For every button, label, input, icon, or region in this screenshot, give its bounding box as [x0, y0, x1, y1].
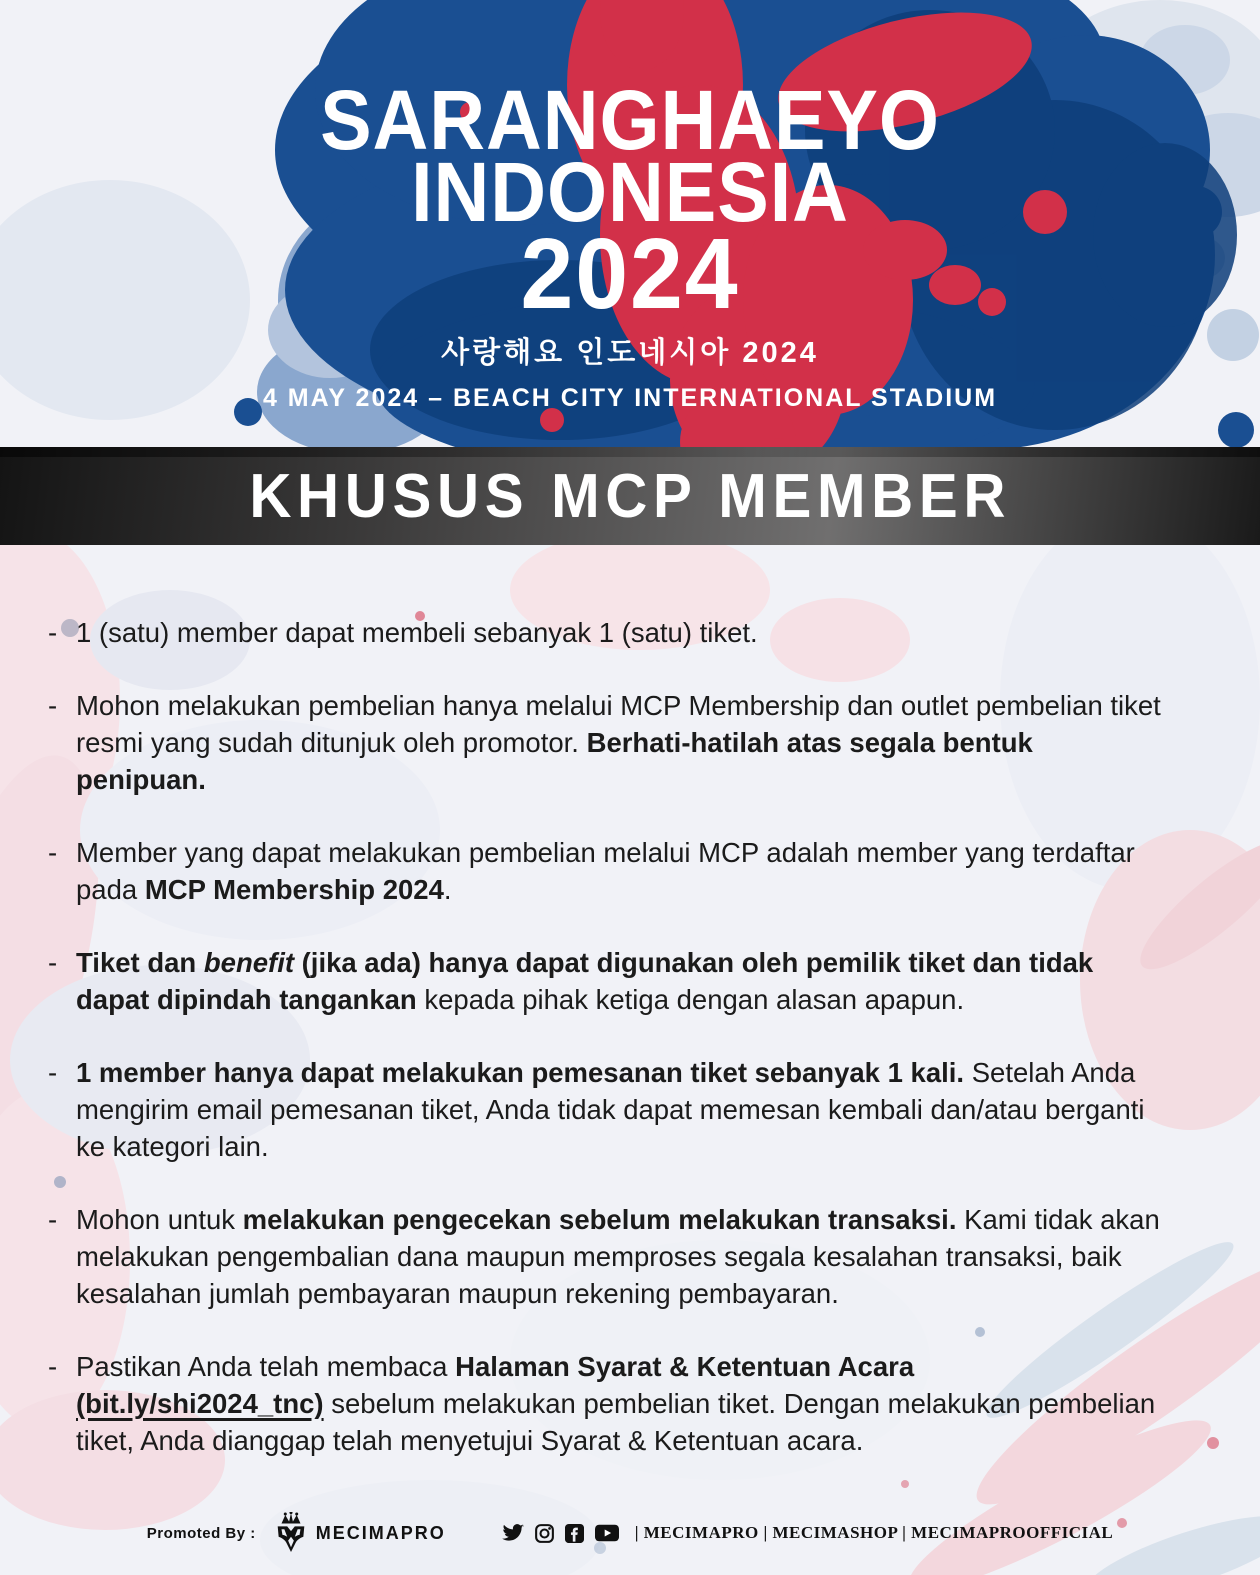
- header: [0, 73, 1260, 413]
- social-icons: [502, 1524, 619, 1543]
- social-handles-text: | MECIMAPRO | MECIMASHOP | MECIMAPROOFFICIAL: [634, 1523, 1114, 1542]
- rule-text: Mohon untuk melakukan pengecekan sebelum melakukan transaksi. Kami tidak akan melakukan pengembalian dana maupun memproses segala kesalahan transaksi, baik kesalahan jumlah pembayaran maupun rekening pembayaran.: [76, 1204, 1160, 1309]
- rules-list: [48, 614, 1168, 1495]
- rule-text: Pastikan Anda telah membaca Halaman Syarat & Ketentuan Acara (bit.ly/shi2024_tnc) sebelum melakukan pembelian tiket. Dengan melakukan pembelian tiket, Anda dianggap telah menyetujui Syarat & Ketentuan acara.: [76, 1351, 1156, 1456]
- youtube-icon: [595, 1524, 619, 1542]
- instagram-icon: [535, 1524, 554, 1543]
- section-banner-title: KHUSUS MCP MEMBER: [249, 461, 1011, 531]
- mecimapro-logo-icon: [272, 1512, 310, 1554]
- rule-text: Mohon melakukan pembelian hanya melalui MCP Membership dan outlet pembelian tiket resmi yang sudah ditunjuk oleh promotor. Berhati-hatilah atas segala bentuk penipuan.: [76, 690, 1161, 795]
- bullet-dash: -: [48, 837, 58, 868]
- promoter-brand: [272, 1512, 446, 1554]
- promoter-brand-name: MECIMAPRO: [315, 1522, 446, 1543]
- rule-text: Tiket dan benefit (jika ada) hanya dapat digunakan oleh pemilik tiket dan tidak dapat dipindah tangankan kepada pihak ketiga dengan alasan apapun.: [76, 947, 1094, 1015]
- bullet-dash: -: [48, 1351, 58, 1382]
- bullet-dash: -: [48, 1204, 58, 1235]
- rule-item: [48, 944, 1168, 1018]
- bullet-dash: -: [48, 690, 58, 721]
- facebook-icon: [565, 1524, 584, 1543]
- title-line-2: INDONESIA: [411, 145, 849, 239]
- footer: [0, 1502, 1260, 1564]
- korean-subtitle: 사랑해요 인도네시아 2024: [441, 337, 819, 369]
- title-year: 2024: [520, 218, 740, 330]
- bullet-dash: -: [48, 617, 58, 648]
- promoted-by-label: Promoted By :: [146, 1524, 256, 1542]
- twitter-icon: [502, 1524, 524, 1542]
- rule-text: 1 (satu) member dapat membeli sebanyak 1 (satu) tiket.: [76, 617, 758, 648]
- rule-text: 1 member hanya dapat melakukan pemesanan tiket sebanyak 1 kali. Setelah Anda mengirim email pemesanan tiket, Anda tidak dapat memesan kembali dan/atau berganti ke kategori lain.: [76, 1057, 1145, 1162]
- rule-item: [48, 1054, 1168, 1165]
- rule-item: [48, 687, 1168, 798]
- rule-item: [48, 614, 1168, 651]
- bullet-dash: -: [48, 947, 58, 978]
- section-banner: [0, 447, 1260, 545]
- event-date-venue: 4 MAY 2024 – BEACH CITY INTERNATIONAL STADIUM: [262, 384, 998, 412]
- rule-item: [48, 1348, 1168, 1459]
- bullet-dash: -: [48, 1057, 58, 1088]
- rule-text: Member yang dapat melakukan pembelian melalui MCP adalah member yang terdaftar pada MCP Membership 2024.: [76, 837, 1135, 905]
- rule-item: [48, 834, 1168, 908]
- rule-item: [48, 1201, 1168, 1312]
- title-line-1: SARANGHAEYO: [320, 73, 940, 167]
